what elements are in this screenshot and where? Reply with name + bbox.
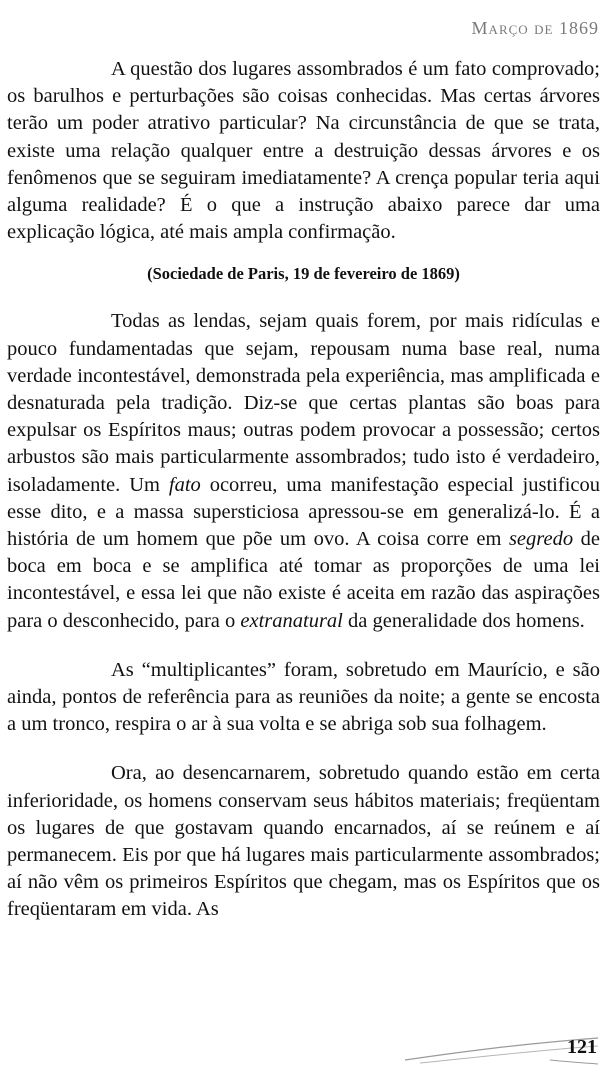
paragraph-legends bbox=[7, 308, 600, 634]
session-heading: (Sociedade de Paris, 19 de fevereiro de 1869) bbox=[147, 264, 460, 284]
page-number: 121 bbox=[567, 1036, 597, 1058]
text-run: da generalidade dos homens. bbox=[342, 609, 585, 632]
paragraph-intro: A questão dos lugares assombrados é um fato comprovado; os barulhos e perturbações são coisas conhecidas. Mas certas árvores terão um poder atrativo particular? Na circunstância de que se trata, existe uma relação qualquer entre a destruição dessas árvores e os fenômenos que se seguiram imediatamente? A crença popular teria aqui alguma realidade? É o que a instrução abaixo parece dar uma explicação lógica, até mais ampla confirmação. bbox=[7, 58, 600, 244]
emphasis-extranatural: extranatural bbox=[240, 609, 343, 632]
emphasis-fato: fato bbox=[168, 473, 201, 496]
emphasis-segredo: segredo bbox=[508, 528, 574, 551]
text-run: Todas as lendas, sejam quais forem, por mais ridículas e pouco fundamentadas que sejam, repousam numa base real, numa verdade incontestável, demonstrada pela experiência, mas amplificada e desnaturada pela tradição. Diz-se que certas plantas são boas para expulsar os Espíritos maus; outras podem provocar a possessão; certos arbustos são mais particularmente assombrados; tudo isto é verdadeiro, isoladamente. Um bbox=[7, 310, 600, 496]
text-run: de boca em boca e se amplifica até tomar as proporções de uma lei incontestável, e essa lei que não existe é aceita em razão das aspirações para o desconhecido, para o bbox=[7, 528, 600, 632]
running-title: Março de 1869 bbox=[471, 18, 599, 38]
page-body bbox=[7, 56, 600, 924]
paragraph-desencarnarem: Ora, ao desencarnarem, sobretudo quando estão em certa inferioridade, os homens conservam seus hábitos materiais; freqüentam os lugares de que gostavam quando encarnados, aí se reúnem e aí permanecem. Eis por que há lugares mais particularmente assombrados; aí não vêm os primeiros Espíritos que chegam, mas os Espíritos que os freqüentaram em vida. As bbox=[7, 762, 600, 921]
paragraph-multiplicantes: As “multiplicantes” foram, sobretudo em Maurício, e são ainda, pontos de referência para as reuniões da noite; a gente se encosta a um tronco, respira o ar à sua volta e se abriga sob sua folhagem. bbox=[7, 658, 600, 736]
text-run: ocorreu, uma manifestação especial justificou esse dito, e a massa supersticiosa apressou-se em generalizá-lo. É a história de um homem que põe um ovo. A coisa corre em bbox=[7, 473, 600, 551]
